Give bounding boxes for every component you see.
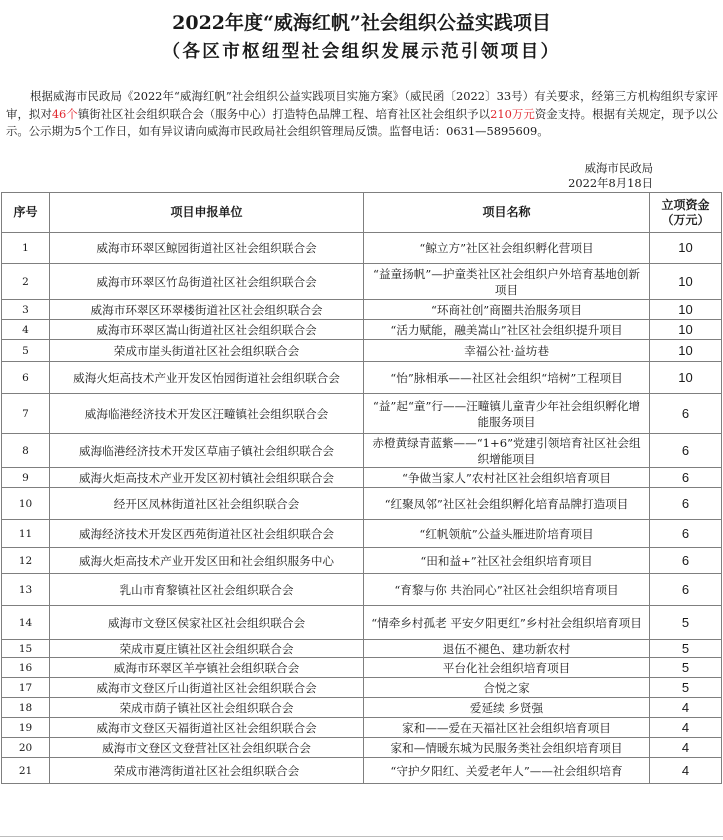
table-row: [2, 394, 722, 434]
row-org: 经开区凤林街道社区社会组织联合会: [50, 488, 364, 520]
row-org: 威海市环翠区羊亭镇社会组织联合会: [50, 658, 364, 678]
row-org: 荣成市港湾街道社区社会组织联合会: [50, 758, 364, 784]
header-project: 项目名称: [364, 193, 650, 233]
issuer-name: 威海市民政局: [584, 161, 653, 175]
row-org: 威海市环翠区鲸园街道社区社会组织联合会: [50, 233, 364, 264]
table-header-row: [2, 193, 722, 233]
row-number: 7: [2, 394, 50, 434]
row-amount: 6: [650, 468, 722, 488]
row-project: 幸福公社·益坊巷: [364, 340, 650, 362]
row-amount: 5: [650, 658, 722, 678]
row-amount: 5: [650, 640, 722, 658]
row-project: “守护夕阳红、关爱老年人”——社会组织培育: [364, 758, 650, 784]
row-number: 15: [2, 640, 50, 658]
row-amount: 4: [650, 718, 722, 738]
row-project: “活力赋能，融美嵩山”社区社会组织提升项目: [364, 320, 650, 340]
row-project: 平台化社会组织培育项目: [364, 658, 650, 678]
row-org: 威海市环翠区环翠楼街道社区社会组织联合会: [50, 300, 364, 320]
row-org: 威海市环翠区竹岛街道社区社会组织联合会: [50, 264, 364, 300]
row-org: 威海市文登区天福街道社区社会组织联合会: [50, 718, 364, 738]
row-number: 21: [2, 758, 50, 784]
row-org: 荣成市夏庄镇社区社会组织联合会: [50, 640, 364, 658]
row-amount: 6: [650, 520, 722, 548]
row-amount: 6: [650, 488, 722, 520]
row-project: “情牵乡村孤老 平安夕阳更红”乡村社会组织培育项目: [364, 606, 650, 640]
table-row: [2, 320, 722, 340]
header-no: 序号: [2, 193, 50, 233]
project-table: [1, 192, 722, 784]
table-row: [2, 658, 722, 678]
row-amount: 4: [650, 758, 722, 784]
announcement-paragraph: [6, 88, 718, 141]
row-project: 合悦之家: [364, 678, 650, 698]
row-project: “争做当家人”农村社区社会组织培育项目: [364, 468, 650, 488]
row-amount: 4: [650, 738, 722, 758]
issue-date: 2022年8月18日: [568, 176, 653, 190]
header-org: 项目申报单位: [50, 193, 364, 233]
row-number: 11: [2, 520, 50, 548]
table-row: [2, 264, 722, 300]
table-row: [2, 640, 722, 658]
row-number: 19: [2, 718, 50, 738]
row-amount: 4: [650, 698, 722, 718]
row-project: “红帆领航”公益头雁进阶培育项目: [364, 520, 650, 548]
intro-text-3: 资金支持。根据有关规定，现予以公示。公示期为5个工作日，如有异议请向威海市民政局社会组织管理局反馈。监督电话：0631—5895609。: [6, 106, 718, 139]
table-row: [2, 488, 722, 520]
table-row: [2, 340, 722, 362]
bottom-divider: [0, 836, 723, 837]
row-number: 14: [2, 606, 50, 640]
row-number: 12: [2, 548, 50, 574]
row-number: 5: [2, 340, 50, 362]
document-title: 2022年度“威海红帆”社会组织公益实践项目: [172, 12, 551, 34]
row-number: 4: [2, 320, 50, 340]
row-project: 家和——爱在天福社区社会组织培育项目: [364, 718, 650, 738]
row-number: 10: [2, 488, 50, 520]
intro-text-2: 镇街社区社会组织联合会（服务中心）打造特色品牌工程、培育社区社会组织予以: [77, 106, 491, 121]
row-amount: 10: [650, 264, 722, 300]
table-row: [2, 678, 722, 698]
row-number: 16: [2, 658, 50, 678]
table-row: [2, 738, 722, 758]
table-row: [2, 606, 722, 640]
row-org: 乳山市育黎镇社区社会组织联合会: [50, 574, 364, 606]
row-org: 威海火炬高技术产业开发区怡园街道社会组织联合会: [50, 362, 364, 394]
row-project: 退伍不褪色、建功新农村: [364, 640, 650, 658]
row-org: 威海火炬高技术产业开发区初村镇社会组织联合会: [50, 468, 364, 488]
row-number: 9: [2, 468, 50, 488]
row-project: “鲸立方”社区社会组织孵化营项目: [364, 233, 650, 264]
row-org: 威海市文登区斤山街道社区社会组织联合会: [50, 678, 364, 698]
row-org: 威海临港经济技术开发区汪疃镇社会组织联合会: [50, 394, 364, 434]
row-project: 家和—情暖东城为民服务类社会组织培育项目: [364, 738, 650, 758]
row-number: 3: [2, 300, 50, 320]
row-org: 威海市环翠区嵩山街道社区社会组织联合会: [50, 320, 364, 340]
row-project: “怡”脉相承——社区社会组织“培树”工程项目: [364, 362, 650, 394]
table-row: [2, 698, 722, 718]
row-number: 18: [2, 698, 50, 718]
row-org: 荣成市荫子镇社区社会组织联合会: [50, 698, 364, 718]
row-project: “益童扬帆”—护童类社区社会组织户外培育基地创新项目: [364, 264, 650, 300]
row-amount: 10: [650, 320, 722, 340]
highlight-count: 46个: [51, 106, 78, 121]
table-row: [2, 300, 722, 320]
row-org: 威海火炬高技术产业开发区田和社会组织服务中心: [50, 548, 364, 574]
row-number: 20: [2, 738, 50, 758]
row-project: “环商社创”商圈共治服务项目: [364, 300, 650, 320]
row-amount: 10: [650, 340, 722, 362]
row-amount: 6: [650, 548, 722, 574]
row-project: “育黎与你 共治同心”社区社会组织培育项目: [364, 574, 650, 606]
row-amount: 6: [650, 434, 722, 468]
table-row: [2, 468, 722, 488]
row-org: 威海临港经济技术开发区草庙子镇社会组织联合会: [50, 434, 364, 468]
row-org: 威海经济技术开发区西苑街道社区社会组织联合会: [50, 520, 364, 548]
row-amount: 5: [650, 678, 722, 698]
row-number: 2: [2, 264, 50, 300]
row-amount: 6: [650, 574, 722, 606]
row-amount: 10: [650, 233, 722, 264]
table-row: [2, 574, 722, 606]
row-number: 17: [2, 678, 50, 698]
row-project: “益”起“童”行——汪疃镇儿童青少年社会组织孵化增能服务项目: [364, 394, 650, 434]
table-row: [2, 718, 722, 738]
row-org: 荣成市崖头街道社区社会组织联合会: [50, 340, 364, 362]
row-org: 威海市文登区侯家社区社会组织联合会: [50, 606, 364, 640]
row-number: 8: [2, 434, 50, 468]
intro-text-1: 根据威海市民政局《2022年“威海红帆”社会组织公益实践项目实施方案》（威民函〔2022〕33号）有关要求，经第三方机构组织专家评审，拟对: [6, 89, 718, 121]
table-row: [2, 758, 722, 784]
row-project: “红聚凤邻”社区社会组织孵化培育品牌打造项目: [364, 488, 650, 520]
row-project: “田和益+”社区社会组织培育项目: [364, 548, 650, 574]
table-body: [2, 233, 722, 784]
row-project: 爱延续 乡贤强: [364, 698, 650, 718]
row-amount: 6: [650, 394, 722, 434]
table-row: [2, 362, 722, 394]
row-amount: 10: [650, 300, 722, 320]
row-amount: 5: [650, 606, 722, 640]
row-amount: 10: [650, 362, 722, 394]
highlight-amount: 210万元: [490, 106, 535, 121]
table-row: [2, 434, 722, 468]
row-number: 1: [2, 233, 50, 264]
table-row: [2, 520, 722, 548]
table-row: [2, 233, 722, 264]
table-row: [2, 548, 722, 574]
row-number: 13: [2, 574, 50, 606]
row-number: 6: [2, 362, 50, 394]
row-project: 赤橙黄绿青蓝紫——“1+6”党建引领培育社区社会组织增能项目: [364, 434, 650, 468]
row-org: 威海市文登区文登营社区社会组织联合会: [50, 738, 364, 758]
document-subtitle: （各区市枢纽型社会组织发展示范引领项目）: [162, 42, 561, 62]
header-amount: 立项资金（万元）: [650, 193, 722, 233]
